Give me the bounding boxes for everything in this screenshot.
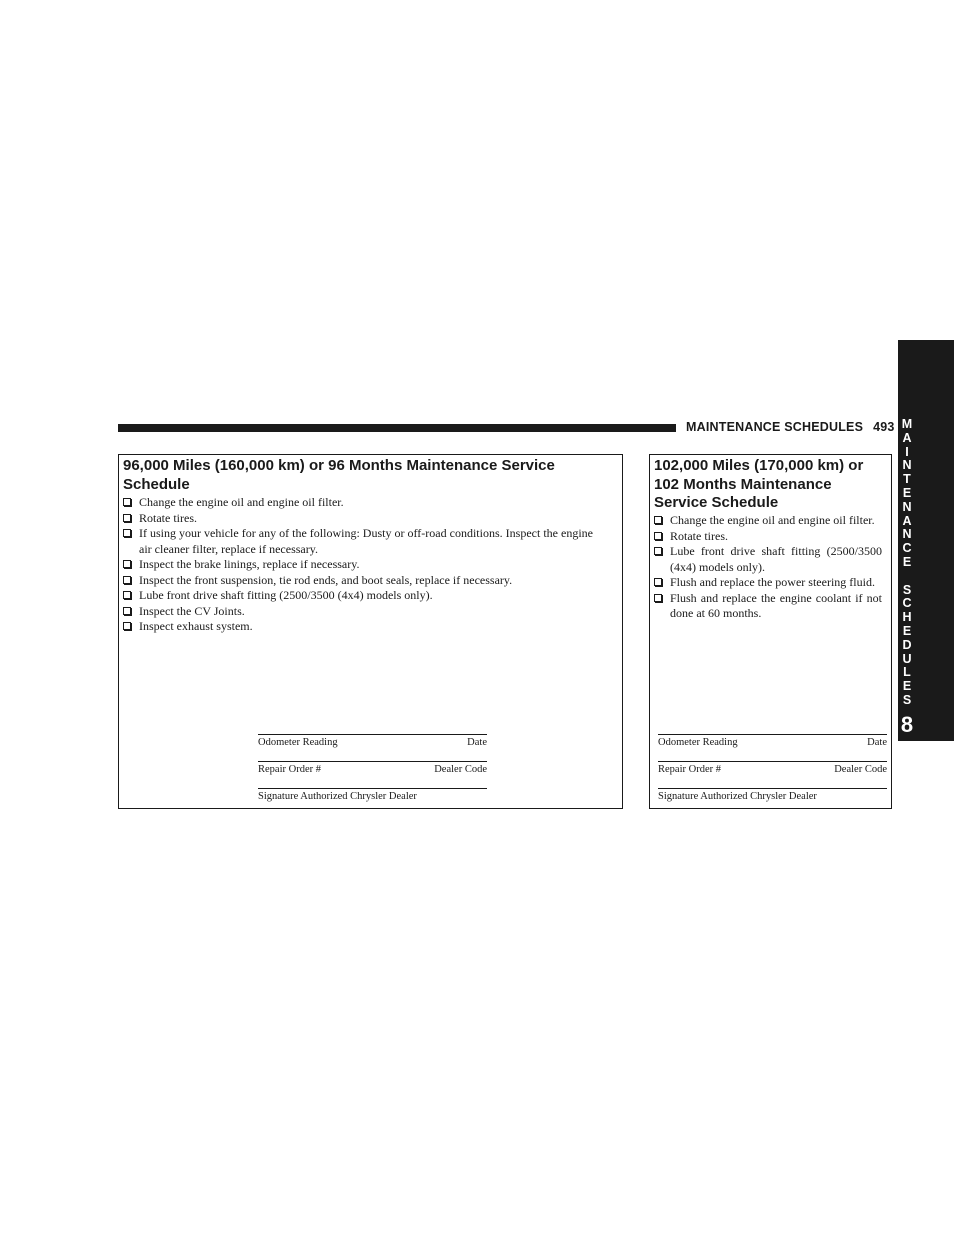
checklist-item-text: Flush and replace the engine coolant if not done at 60 months. — [670, 590, 882, 620]
signature-row — [658, 788, 887, 815]
side-tab-letter: A — [902, 513, 912, 528]
checklist-item — [123, 619, 593, 635]
checklist-item-text: Rotate tires. — [670, 528, 728, 543]
signature-block — [658, 734, 887, 815]
checklist-item-text: Flush and replace the power steering fluid. — [670, 575, 875, 589]
checkbox-icon[interactable] — [654, 516, 662, 524]
checkbox-icon[interactable] — [123, 622, 131, 630]
side-tab-letter: C — [902, 541, 912, 556]
checklist-item — [123, 526, 593, 557]
odometer-row — [258, 734, 487, 761]
dealer-code-label: Dealer Code — [834, 764, 887, 775]
checklist-item — [123, 573, 593, 589]
side-tab-letter: N — [902, 458, 912, 473]
side-tab-letter: E — [902, 623, 912, 638]
odometer-label: Odometer Reading — [258, 737, 338, 748]
checklist-item — [123, 557, 593, 573]
checkbox-icon[interactable] — [123, 529, 131, 537]
side-tab-letter: N — [902, 499, 912, 514]
checklist-item-text: Lube front drive shaft fitting (2500/3500 (4x4) models only). — [139, 588, 433, 602]
schedule-title: 102,000 Miles (170,000 km) or 102 Months Maintenance Service Schedule — [654, 457, 864, 511]
side-tab-letters — [898, 418, 916, 708]
checkbox-icon[interactable] — [123, 607, 131, 615]
side-tab-letter: C — [902, 596, 912, 611]
side-tab-letter: E — [902, 485, 912, 500]
schedule-box-96000 — [118, 454, 623, 809]
checkbox-icon[interactable] — [654, 578, 662, 586]
checkbox-icon[interactable] — [654, 547, 662, 555]
checklist-item-text: Lube front drive shaft fitting (2500/3500 (4x4) models only). — [670, 544, 882, 574]
repair-order-row — [658, 761, 887, 788]
odometer-label: Odometer Reading — [658, 737, 738, 748]
side-tab-letter: T — [903, 472, 911, 487]
repair-order-label: Repair Order # — [658, 764, 721, 775]
checklist-item-text: Inspect the brake linings, replace if necessary. — [139, 557, 360, 571]
header-rule — [118, 424, 676, 432]
signature-label: Signature Authorized Chrysler Dealer — [658, 791, 817, 802]
checklist-item — [123, 588, 593, 604]
checkbox-icon[interactable] — [123, 591, 131, 599]
schedule-box-102000 — [649, 454, 892, 809]
side-tab-letter: U — [902, 651, 912, 666]
side-tab-letter: A — [902, 430, 912, 445]
side-tab-letter: L — [903, 665, 911, 680]
checklist-item — [654, 513, 882, 529]
chapter-number: 8 — [900, 712, 914, 737]
checklist-item — [654, 544, 882, 575]
checklist-item-text: Inspect the front suspension, tie rod ends, and boot seals, replace if necessary. — [139, 572, 513, 587]
odometer-row — [658, 734, 887, 761]
checklist-item-text: If using your vehicle for any of the following: Dusty or off-road conditions. Inspect the engine air cleaner filter, replace if necessary. — [139, 526, 593, 556]
side-tab-letter: N — [902, 527, 912, 542]
side-tab-letter: D — [902, 637, 912, 652]
checkbox-icon[interactable] — [123, 560, 131, 568]
section-title: MAINTENANCE SCHEDULES — [686, 420, 864, 434]
checklist-item — [123, 511, 593, 527]
checklist-item-text: Inspect exhaust system. — [139, 619, 253, 633]
side-tab-letter: E — [902, 554, 912, 569]
repair-order-row — [258, 761, 487, 788]
checkbox-icon[interactable] — [123, 498, 131, 506]
page-number: 493 — [873, 420, 895, 434]
dealer-code-label: Dealer Code — [434, 764, 487, 775]
date-label: Date — [467, 737, 487, 748]
checklist-item — [123, 604, 593, 620]
signature-row — [258, 788, 487, 815]
running-header — [686, 420, 895, 434]
side-tab-letter: M — [901, 417, 913, 431]
checklist-item-text: Rotate tires. — [139, 510, 197, 525]
side-tab-letter — [898, 570, 916, 584]
checklist-item-text: Inspect the CV Joints. — [139, 603, 245, 618]
side-tab-letter: S — [902, 582, 912, 597]
side-tab-letter: I — [905, 444, 909, 459]
signature-block — [258, 734, 487, 815]
checklist — [123, 495, 593, 635]
checklist-item — [654, 591, 882, 622]
checklist-item-text: Change the engine oil and engine oil filter. — [670, 513, 875, 527]
side-tab-letter: E — [902, 679, 912, 694]
checklist-item — [123, 495, 593, 511]
checkbox-icon[interactable] — [654, 594, 662, 602]
checklist-item — [654, 575, 882, 591]
signature-label: Signature Authorized Chrysler Dealer — [258, 791, 417, 802]
checklist-item — [654, 529, 882, 545]
checklist — [654, 513, 882, 622]
side-tab-letter: S — [902, 692, 912, 707]
checkbox-icon[interactable] — [123, 576, 131, 584]
side-tab-letter: H — [902, 610, 912, 625]
repair-order-label: Repair Order # — [258, 764, 321, 775]
checkbox-icon[interactable] — [123, 514, 131, 522]
checkbox-icon[interactable] — [654, 532, 662, 540]
schedule-title: 96,000 Miles (160,000 km) or 96 Months Maintenance Service Schedule — [123, 457, 555, 493]
checklist-item-text: Change the engine oil and engine oil filter. — [139, 495, 344, 509]
date-label: Date — [867, 737, 887, 748]
